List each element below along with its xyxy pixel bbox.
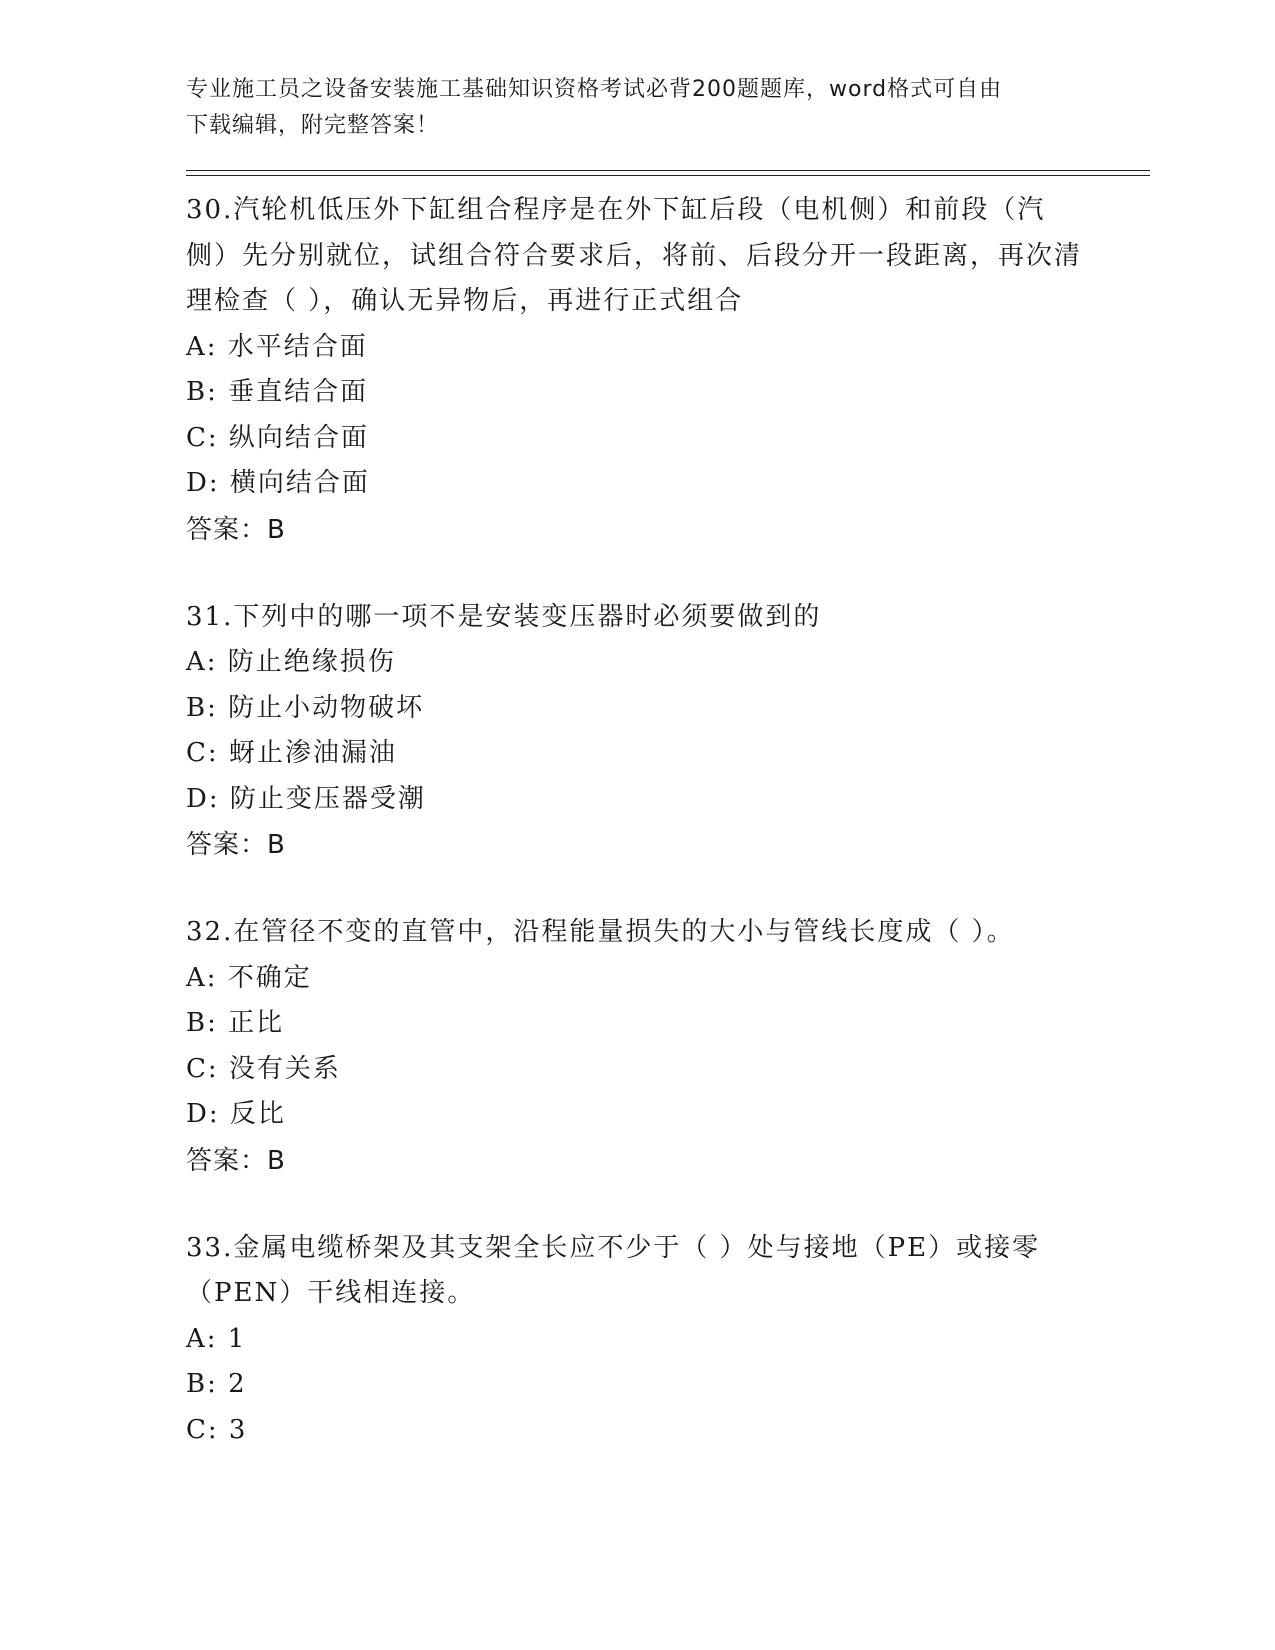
option-c: C: 没有关系	[186, 1053, 341, 1084]
option-a: A: 防止绝缘损伤	[186, 647, 396, 677]
header-rule-bottom	[186, 175, 1150, 176]
option-d: D: 横向结合面	[186, 468, 370, 498]
header-title-line-1: 专业施工员之设备安装施工基础知识资格考试必背200题题库，word格式可自由	[186, 77, 1003, 102]
option-c: C: 纵向结合面	[186, 422, 369, 453]
option-a: A: 不确定	[186, 962, 312, 993]
option-d: D: 防止变压器受潮	[186, 783, 426, 814]
option-c: C: 蚜止渗油漏油	[186, 738, 397, 768]
document-header	[186, 72, 1086, 144]
question-32	[186, 910, 1086, 1184]
header-rule-top	[186, 170, 1150, 171]
answer-label: 答案：B	[186, 1145, 286, 1176]
option-a: A: 1	[186, 1323, 247, 1354]
header-title-line-2: 下载编辑，附完整答案！	[186, 113, 440, 138]
question-stem: 31.下列中的哪一项不是安装变压器时必须要做到的	[186, 601, 822, 632]
question-stem: 30.汽轮机低压外下缸组合程序是在外下缸后段（电机侧）和前段（汽侧）先分别就位，试组合符合要求后，将前、后段分开一段距离，再次清理检查（ ），确认无异物后，再进行正式组合	[186, 195, 1083, 316]
option-b: B: 正比	[186, 1008, 285, 1038]
question-stem: 33.金属电缆桥架及其支架全长应不少于（ ）处与接地（PE）或接零（PEN）干线相连接。	[186, 1232, 1041, 1308]
question-33	[186, 1226, 1086, 1454]
option-d: D: 反比	[186, 1099, 286, 1129]
option-a: A: 水平结合面	[186, 331, 368, 362]
option-b: B: 2	[186, 1369, 247, 1399]
question-stem: 32.在管径不变的直管中，沿程能量损失的大小与管线长度成（ ）。	[186, 917, 1015, 947]
option-b: B: 防止小动物破坏	[186, 692, 425, 723]
answer-label: 答案：B	[186, 830, 286, 860]
answer-label: 答案：B	[186, 514, 286, 545]
option-b: B: 垂直结合面	[186, 377, 369, 407]
question-list	[186, 188, 1086, 1495]
question-30	[186, 188, 1086, 553]
question-31	[186, 595, 1086, 869]
option-c: C: 3	[186, 1414, 248, 1445]
